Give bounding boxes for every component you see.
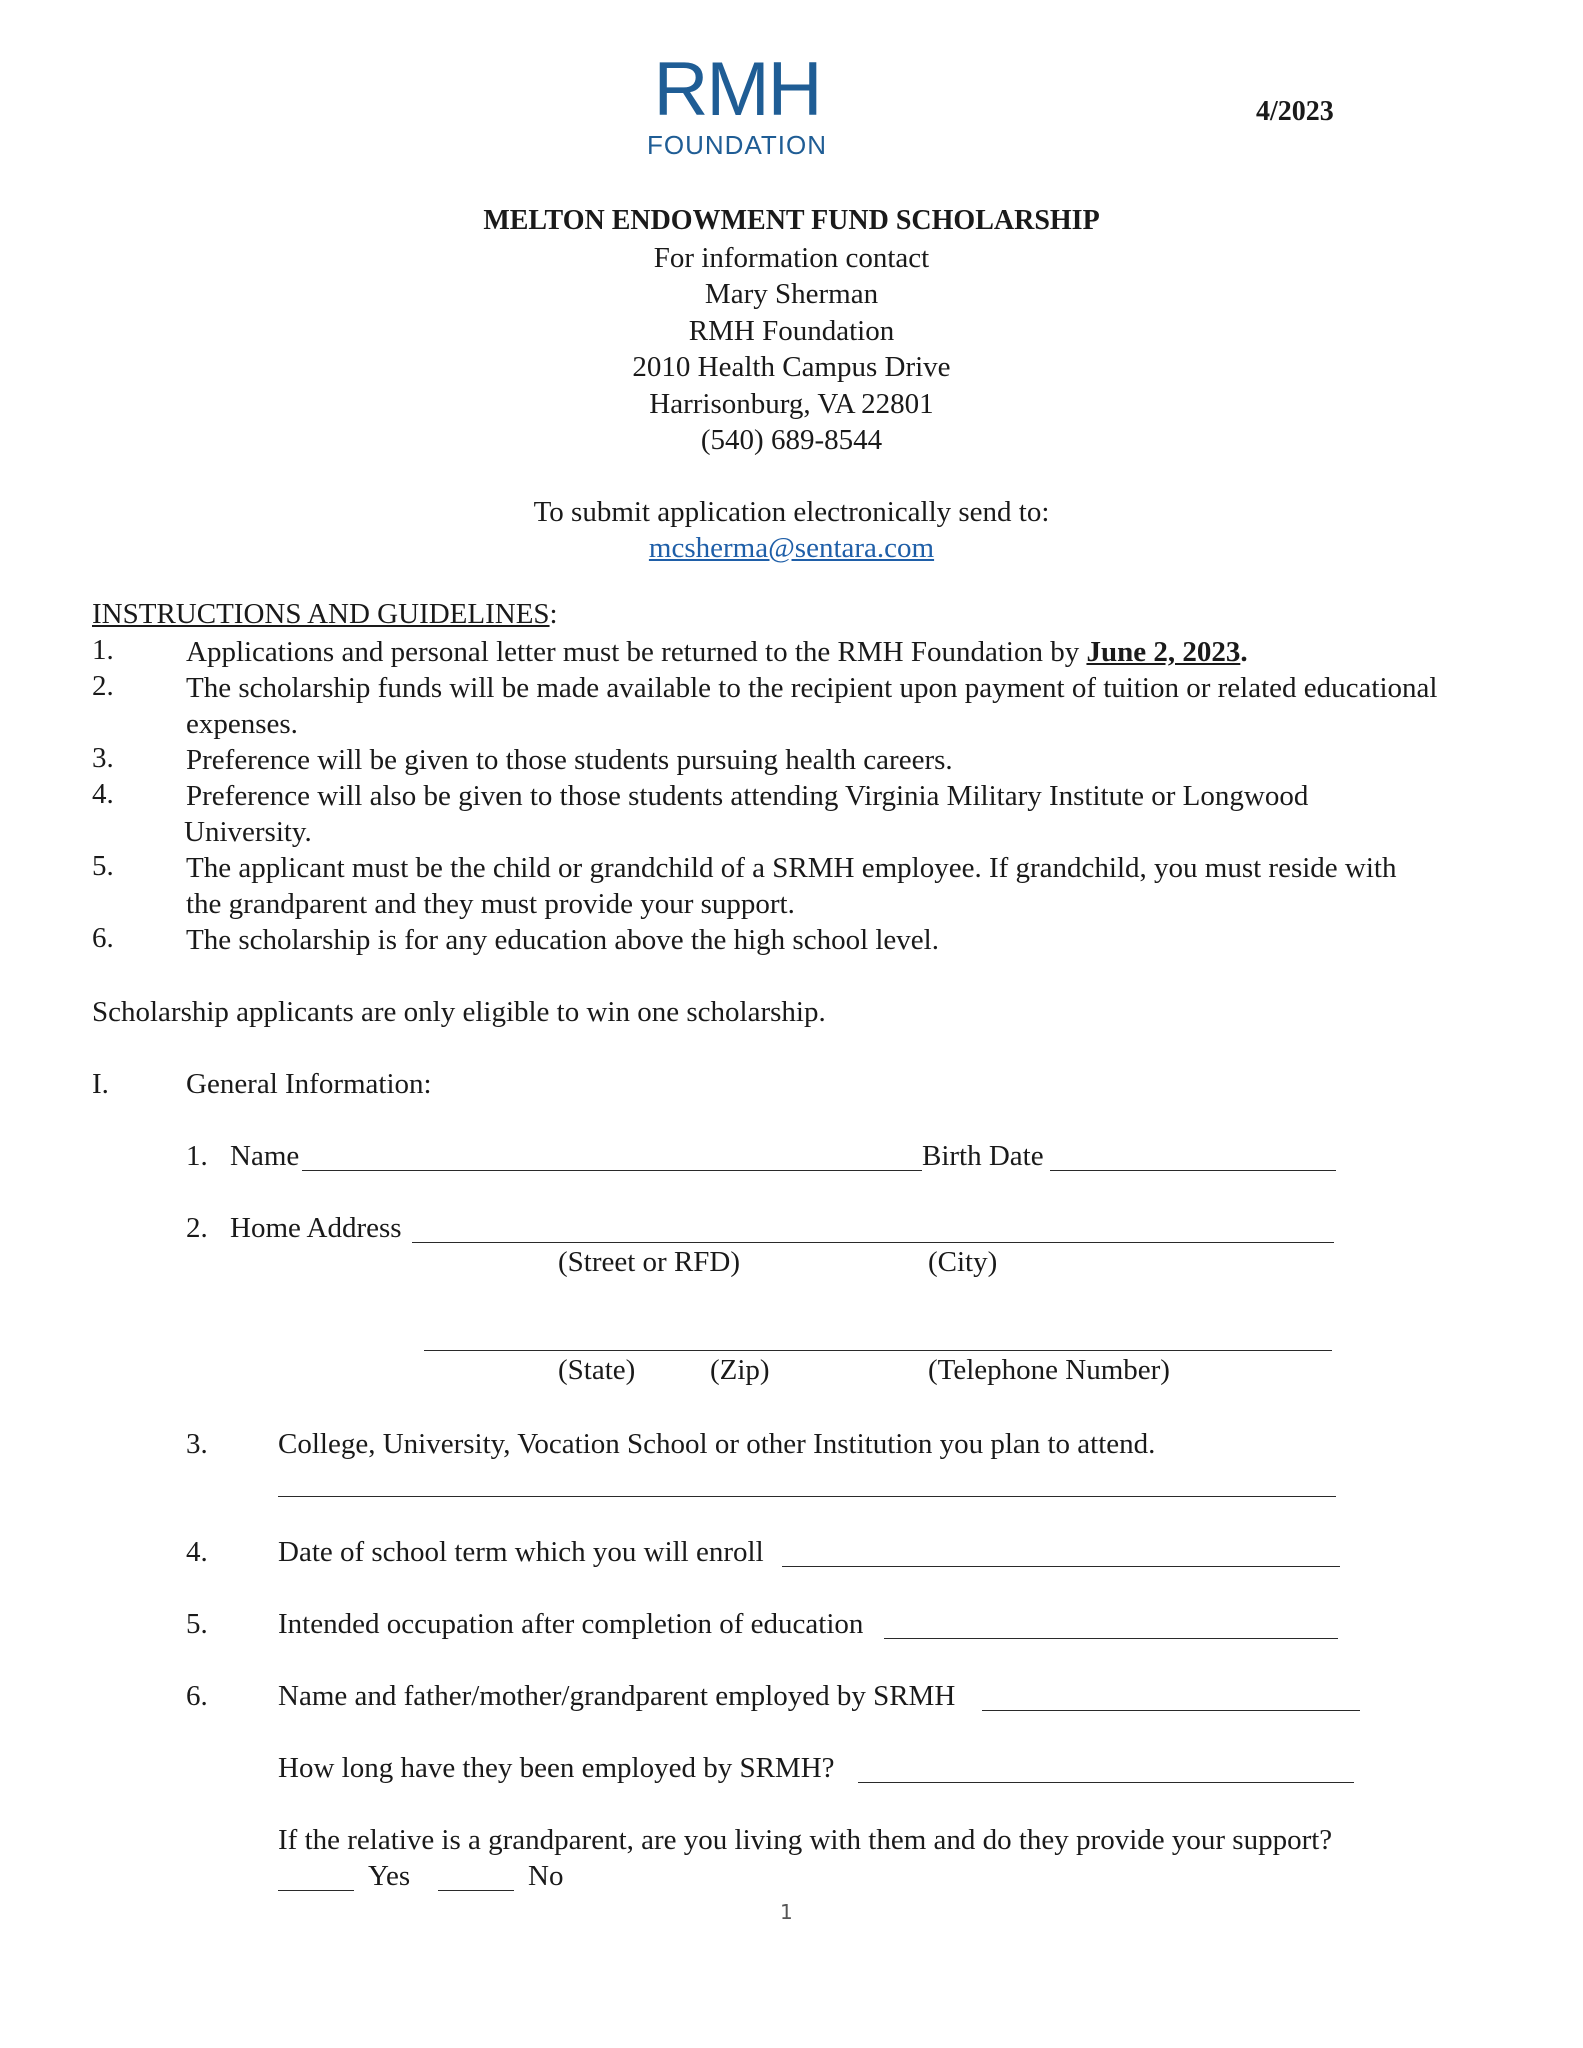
instruction-item-2 bbox=[186, 670, 1506, 742]
instruction-line: The applicant must be the child or grandchild of a SRMH employee. If grandchild, you must reside with bbox=[186, 852, 1397, 884]
instruction-item-1 bbox=[186, 634, 1506, 670]
no-label: No bbox=[528, 1860, 564, 1892]
page-number: 1 bbox=[780, 1900, 793, 1924]
instruction-number: 4. bbox=[92, 778, 114, 810]
q4-number: 4. bbox=[186, 1536, 208, 1568]
form-date: 4/2023 bbox=[1256, 96, 1334, 127]
instruction-item-6: The scholarship is for any education above the high school level. bbox=[186, 924, 939, 956]
instructions-colon: : bbox=[549, 598, 558, 630]
instructions-heading-row bbox=[92, 596, 558, 632]
enroll-date-question: Date of school term which you will enroll bbox=[278, 1536, 764, 1568]
occupation-field[interactable] bbox=[884, 1638, 1338, 1639]
section-title: General Information: bbox=[186, 1068, 432, 1100]
logo-rmh: RMH bbox=[653, 47, 821, 132]
q5-number: 5. bbox=[186, 1608, 208, 1640]
grandparent-question: If the relative is a grandparent, are you living with them and do they provide your support? bbox=[278, 1824, 1333, 1856]
no-blank[interactable] bbox=[438, 1890, 514, 1891]
instruction-line: The scholarship funds will be made available to the recipient upon payment of tuition or related educational bbox=[186, 672, 1438, 704]
yes-blank[interactable] bbox=[278, 1890, 354, 1891]
contact-email-link[interactable]: mcsherma@sentara.com bbox=[648, 532, 935, 564]
state-caption: (State) bbox=[558, 1354, 636, 1386]
contact-org: RMH Foundation bbox=[688, 314, 895, 347]
contact-phone: (540) 689-8544 bbox=[700, 424, 883, 456]
zip-caption: (Zip) bbox=[710, 1354, 770, 1386]
name-field[interactable] bbox=[302, 1170, 922, 1171]
section-numeral: I. bbox=[92, 1068, 109, 1100]
q1-number: 1. bbox=[186, 1140, 208, 1172]
instruction-item-4 bbox=[186, 778, 1506, 850]
contact-block bbox=[0, 203, 1583, 567]
instruction-line: University. bbox=[184, 816, 312, 848]
q3-number: 3. bbox=[186, 1428, 208, 1460]
institution-field[interactable] bbox=[278, 1496, 1336, 1497]
submit-intro: To submit application electronically send to: bbox=[533, 495, 1050, 528]
institution-question: College, University, Vocation School or other Institution you plan to attend. bbox=[278, 1428, 1156, 1460]
name-label: Name bbox=[230, 1140, 300, 1172]
instructions-heading: INSTRUCTIONS AND GUIDELINES bbox=[92, 598, 550, 630]
occupation-question: Intended occupation after completion of education bbox=[278, 1608, 864, 1640]
instruction-number: 5. bbox=[92, 850, 114, 882]
instruction-text: Applications and personal letter must be returned to the RMH Foundation by bbox=[186, 636, 1087, 668]
birth-date-field[interactable] bbox=[1050, 1170, 1336, 1171]
enroll-date-field[interactable] bbox=[782, 1566, 1340, 1567]
employee-name-field[interactable] bbox=[982, 1710, 1360, 1711]
home-address-label: Home Address bbox=[230, 1212, 402, 1244]
instruction-item-5 bbox=[186, 850, 1506, 922]
instruction-number: 3. bbox=[92, 742, 114, 774]
employee-name-question: Name and father/mother/grandparent employed by SRMH bbox=[278, 1680, 956, 1712]
logo-foundation: FOUNDATION bbox=[647, 130, 827, 160]
contact-name: Mary Sherman bbox=[704, 278, 879, 310]
street-caption: (Street or RFD) bbox=[558, 1246, 741, 1278]
form-title: MELTON ENDOWMENT FUND SCHOLARSHIP bbox=[483, 205, 1100, 236]
birth-date-label: Birth Date bbox=[922, 1140, 1044, 1172]
instruction-line: expenses. bbox=[186, 708, 298, 740]
contact-street: 2010 Health Campus Drive bbox=[632, 351, 951, 383]
street-city-field[interactable] bbox=[412, 1242, 1334, 1243]
instruction-line: Preference will also be given to those students attending Virginia Military Institute or Longwood bbox=[186, 780, 1309, 812]
instruction-end: . bbox=[1240, 636, 1248, 668]
contact-city: Harrisonburg, VA 22801 bbox=[649, 387, 934, 420]
phone-caption: (Telephone Number) bbox=[928, 1354, 1170, 1386]
deadline-date: June 2, 2023 bbox=[1086, 636, 1241, 668]
q6-number: 6. bbox=[186, 1680, 208, 1712]
instruction-item-3: Preference will be given to those students pursuing health careers. bbox=[186, 744, 953, 776]
eligibility-note: Scholarship applicants are only eligible to win one scholarship. bbox=[92, 996, 826, 1028]
employment-length-field[interactable] bbox=[858, 1782, 1354, 1783]
instruction-number: 2. bbox=[92, 670, 114, 702]
contact-intro: For information contact bbox=[653, 241, 930, 274]
instruction-number: 1. bbox=[92, 634, 114, 666]
q2-number: 2. bbox=[186, 1212, 208, 1244]
yes-label: Yes bbox=[368, 1860, 411, 1892]
city-caption: (City) bbox=[928, 1246, 998, 1278]
instruction-number: 6. bbox=[92, 922, 114, 954]
employment-length-question: How long have they been employed by SRMH? bbox=[278, 1752, 835, 1784]
instruction-line: the grandparent and they must provide your support. bbox=[186, 888, 795, 920]
state-zip-phone-field[interactable] bbox=[424, 1350, 1332, 1351]
